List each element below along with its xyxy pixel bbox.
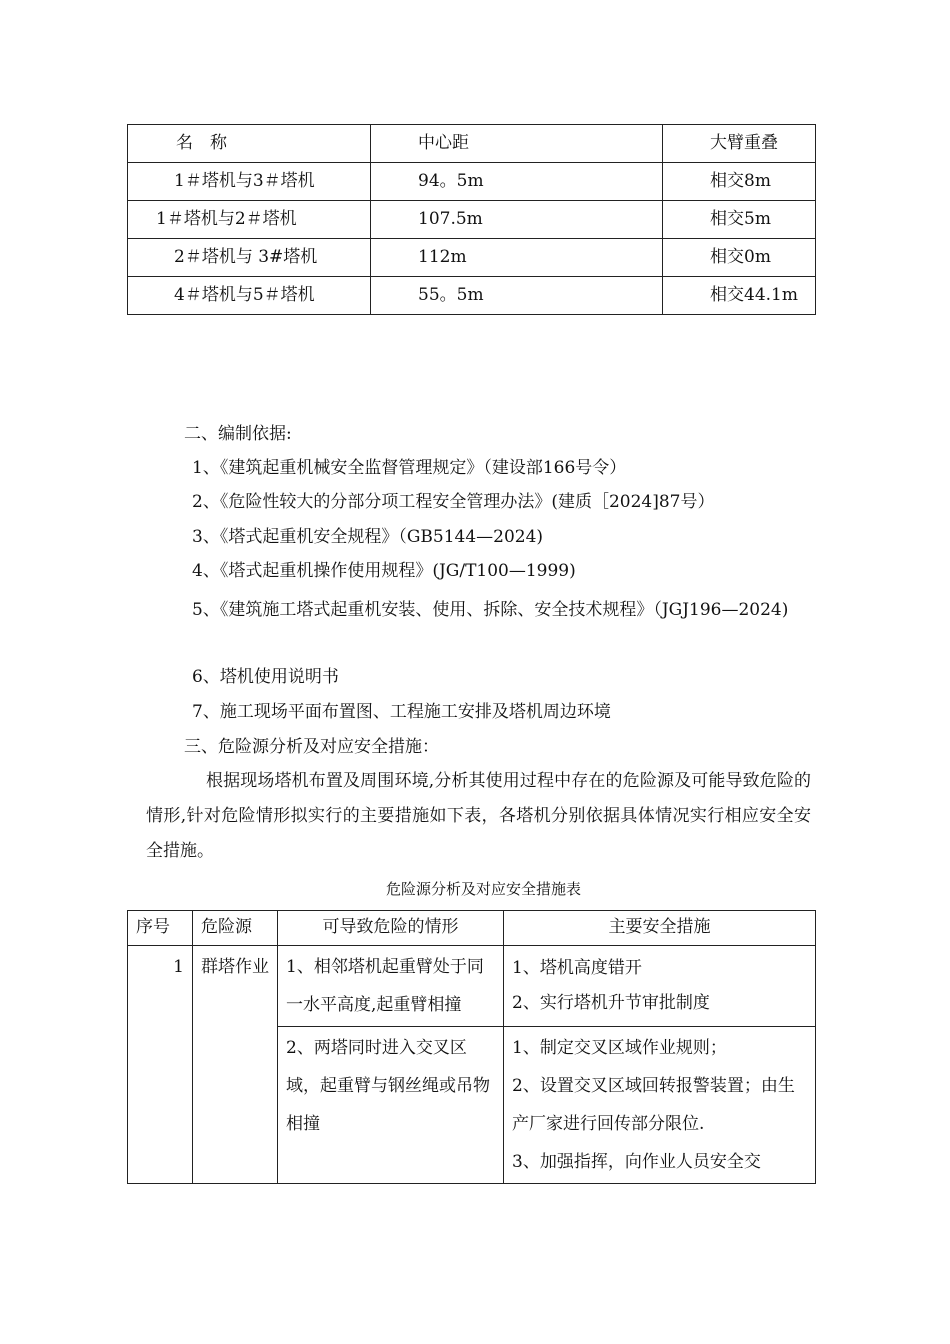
header-name: 名 称 [128, 125, 371, 163]
header-seq: 序号 [128, 911, 193, 946]
measure-item: 3、加强指挥，向作业人员安全交 [512, 1152, 761, 1172]
row-seq: 1 [128, 946, 193, 1184]
measure-item: 2、实行塔机升节审批制度 [512, 993, 710, 1013]
body-paragraph: 根据现场塔机布置及周围环境,分析其使用过程中存在的危险源及可能导致危险的情形,针对危险情形拟实行的主要措施如下表，各塔机分别依据具体情况实行相应安全安全措施。 [146, 771, 811, 861]
header-distance: 中心距 [371, 125, 663, 163]
header-source: 危险源 [193, 911, 278, 946]
section-heading: 三、危险源分析及对应安全措施： [184, 737, 439, 757]
boom-overlap: 相交0m [663, 239, 816, 277]
tower-distance-table [127, 124, 816, 315]
basis-item: 7、施工现场平面布置图、工程施工安排及塔机周边环境 [192, 702, 611, 722]
header-measures: 主要安全措施 [504, 911, 816, 946]
table-row [128, 201, 816, 239]
header-situation: 可导致危险的情形 [278, 911, 504, 946]
boom-overlap: 相交5m [663, 201, 816, 239]
boom-overlap: 相交44.1m [663, 277, 816, 315]
safety-measures [504, 946, 816, 1027]
center-distance: 94。5m [371, 163, 663, 201]
basis-item: 4、《塔式起重机操作使用规程》(JG/T100—1999) [192, 561, 576, 581]
table-row [128, 277, 816, 315]
basis-item: 3、《塔式起重机安全规程》（GB5144—2024) [192, 527, 544, 547]
tower-pair-name: 4＃塔机与5＃塔机 [174, 285, 315, 305]
basis-item: 1、《建筑起重机械安全监督管理规定》（建设部166号令） [192, 458, 627, 478]
basis-item: 2、《危险性较大的分部分项工程安全管理办法》(建质［2024]87号） [192, 492, 715, 512]
hazard-situation: 2、两塔同时进入交叉区域，起重臂与钢丝绳或吊物相撞 [278, 1027, 504, 1184]
hazard-source: 群塔作业 [193, 946, 278, 1184]
table-row [128, 163, 816, 201]
center-distance: 112m [371, 239, 663, 277]
tower-pair-name: 1＃塔机与2＃塔机 [156, 209, 297, 229]
measure-item: 1、制定交叉区域作业规则； [512, 1038, 727, 1058]
safety-measures [504, 1027, 816, 1184]
center-distance: 107.5m [371, 201, 663, 239]
table-caption: 危险源分析及对应安全措施表 [386, 880, 582, 898]
hazard-situation: 1、相邻塔机起重臂处于同一水平高度,起重臂相撞 [278, 946, 504, 1027]
table-header-row [128, 911, 816, 946]
center-distance: 55。5m [371, 277, 663, 315]
measure-item: 1、塔机高度错开 [512, 958, 642, 978]
table-row [128, 239, 816, 277]
boom-overlap: 相交8m [663, 163, 816, 201]
hazard-measures-table [127, 910, 816, 1184]
basis-item: 5、《建筑施工塔式起重机安装、使用、拆除、安全技术规程》（JGJ196—2024) [192, 600, 789, 620]
tower-pair-name: 2＃塔机与 3#塔机 [174, 247, 318, 267]
measure-item: 2、设置交叉区域回转报警装置；由生产厂家进行回传部分限位. [512, 1076, 795, 1134]
table-row [128, 946, 816, 1027]
table-header-row [128, 125, 816, 163]
tower-pair-name: 1＃塔机与3＃塔机 [174, 171, 315, 191]
basis-item: 6、塔机使用说明书 [192, 667, 339, 687]
section-heading: 二、编制依据: [184, 424, 292, 444]
header-overlap: 大臂重叠 [663, 125, 816, 163]
